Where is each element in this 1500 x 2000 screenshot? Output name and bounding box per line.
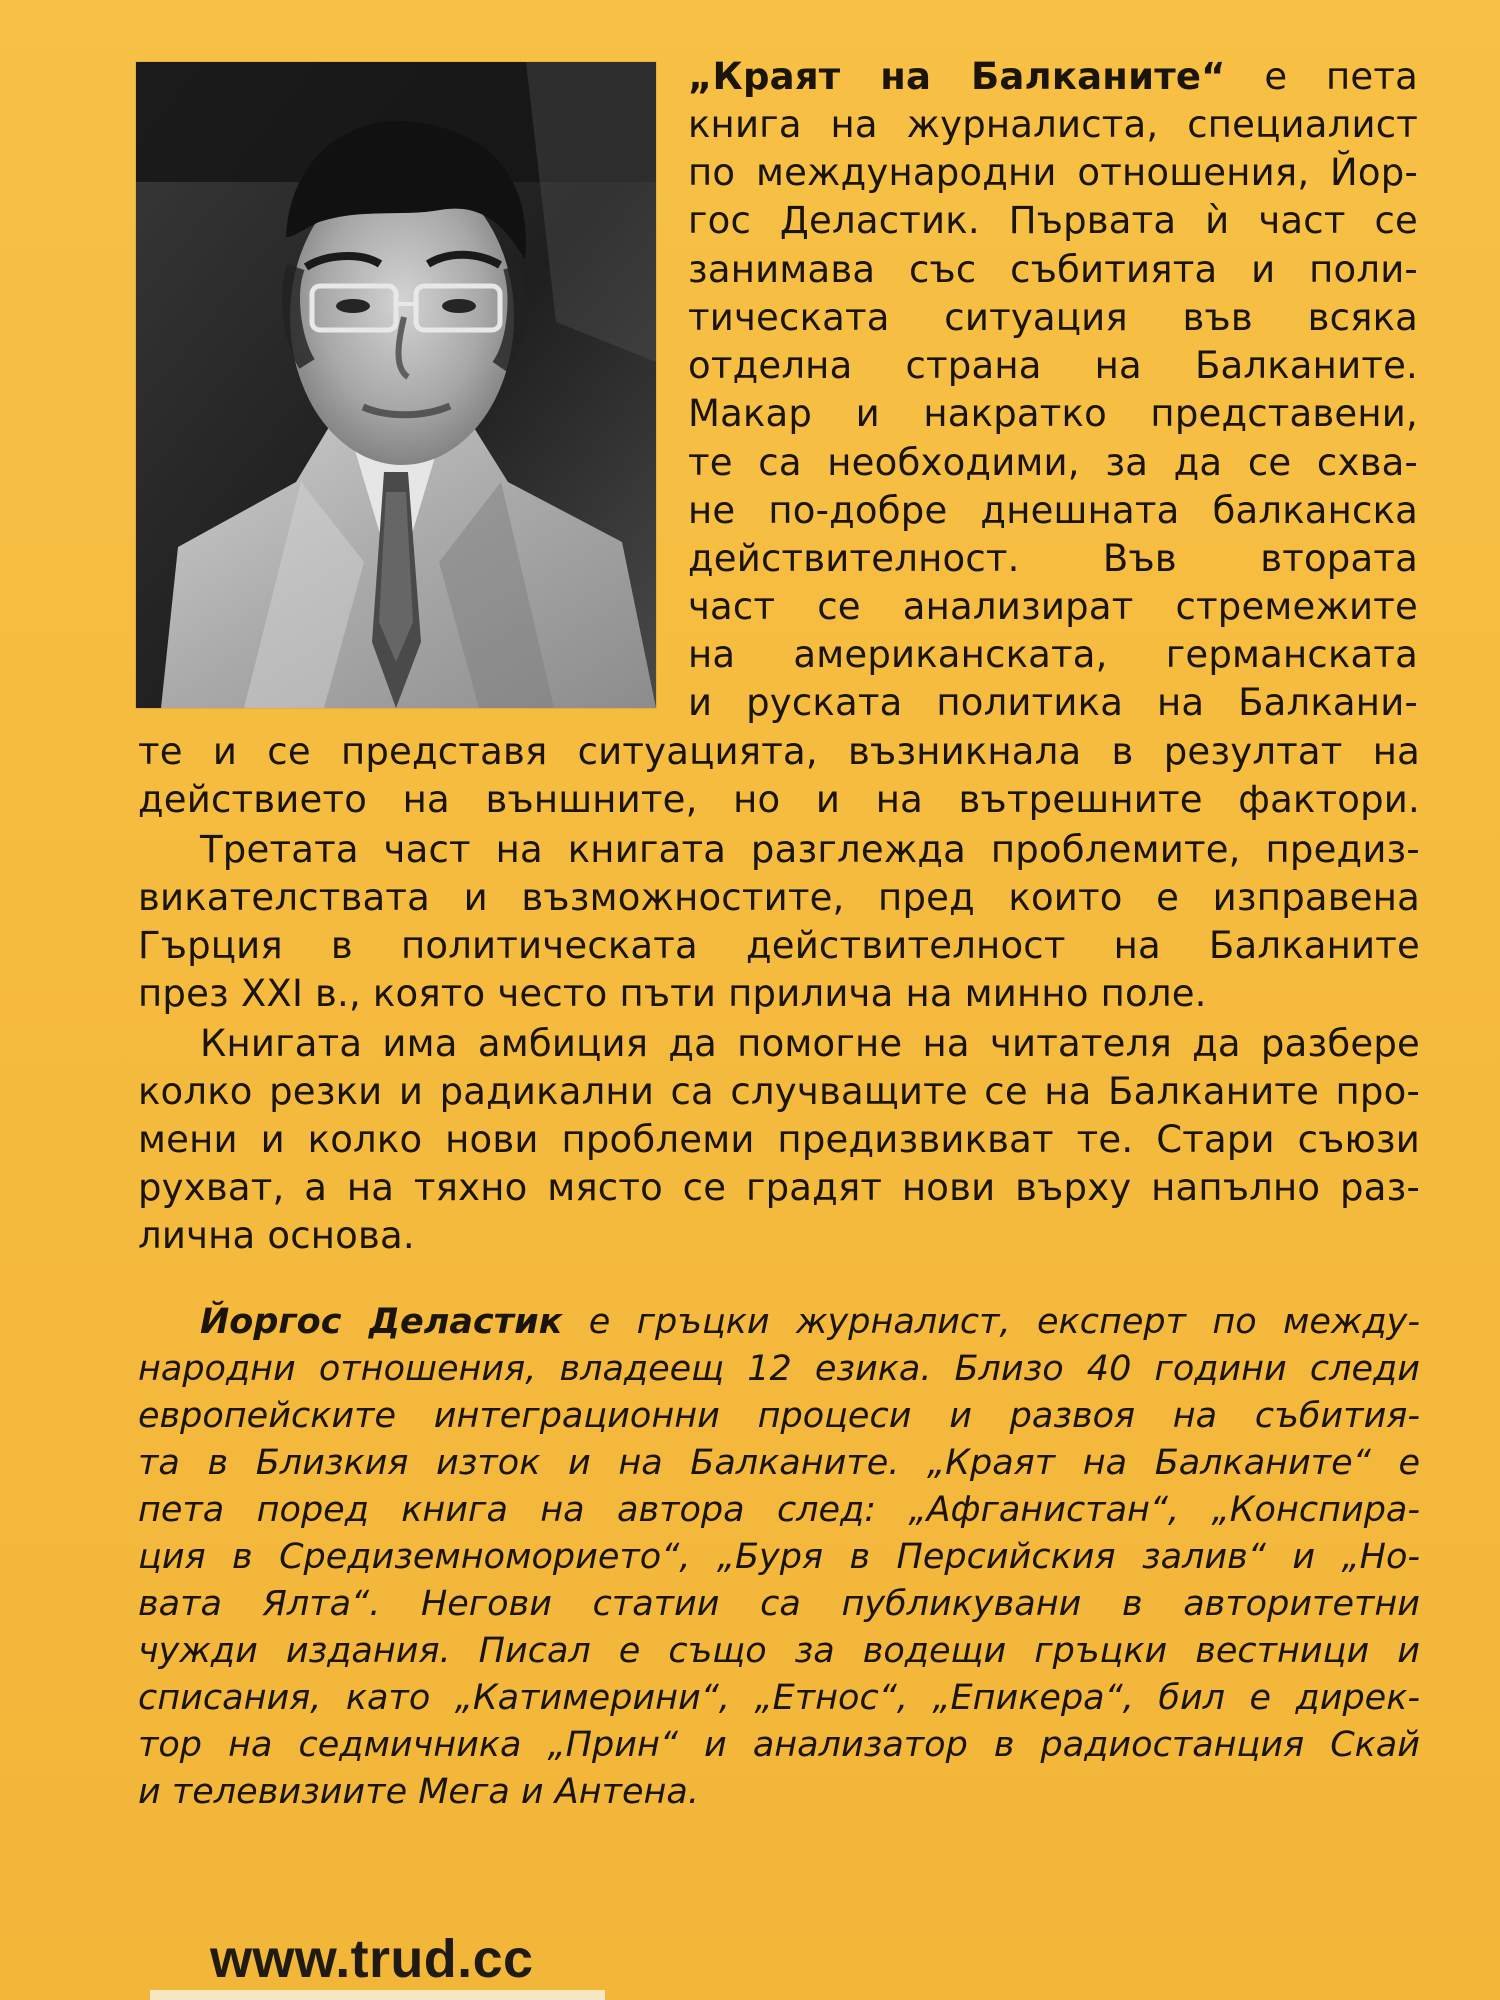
author-line-11: и телевизиите Мега и Антена.	[138, 1772, 699, 1812]
author-photo	[136, 62, 656, 708]
description-line-7: отделна страна на Балканите.	[688, 344, 1418, 387]
author-line-2: народни отношения, владеещ 12 езика. Близо 40 години следи	[138, 1349, 1420, 1389]
description-line-1: „Краят на Балканите“ е пета	[688, 55, 1418, 98]
description-line-16: действието на външните, но и на вътрешните фактори.	[138, 778, 1420, 821]
description-line-8: Макар и накратко представени,	[688, 392, 1418, 435]
author-name: Йоргос Деластик	[200, 1302, 563, 1342]
description-line-10: не по-добре днешната балканска	[688, 489, 1418, 532]
author-line-6: ция в Средиземноморието“, „Буря в Персийския залив“ и „Но-	[138, 1537, 1420, 1577]
author-line-3: европейските интеграционни процеси и развоя на събития-	[138, 1396, 1420, 1436]
book-title-inline: „Краят на Балканите“	[688, 55, 1226, 98]
description-line-18: викателствата и възможностите, пред които е изправена	[138, 876, 1420, 919]
description-line-23: мени и колко нови проблеми предизвикват те. Стари съюзи	[138, 1118, 1420, 1161]
description-line-22: колко резки и радикални са случващите се на Балканите про-	[138, 1070, 1420, 1113]
description-line-2: книга на журналиста, специалист	[688, 103, 1418, 146]
author-photo-image	[136, 62, 656, 708]
description-line-13: на американската, германската	[688, 633, 1418, 676]
author-line-10: тор на седмичника „Прин“ и анализатор в радиостанция Скай	[138, 1725, 1420, 1765]
description-line-17: Третата част на книгата разглежда проблемите, предиз-	[200, 828, 1420, 871]
author-line-5: пета поред книга на автора след: „Афганистан“, „Конспира-	[138, 1490, 1420, 1530]
description-line-14: и руската политика на Балкани-	[688, 681, 1418, 724]
description-line-11: действителност. Във втората	[688, 537, 1418, 580]
description-line-20: през XXI в., която често пъти прилича на минно поле.	[138, 972, 1207, 1015]
description-line-9: те са необходими, за да се схва-	[688, 441, 1418, 484]
author-line-1: Йоргос Деластик е гръцки журналист, експерт по между-	[200, 1302, 1420, 1342]
author-line-8: чужди издания. Писал е също за водещи гръцки вестници и	[138, 1631, 1420, 1671]
description-line-4: гос Деластик. Първата ѝ част се	[688, 199, 1418, 242]
description-line-15: те и се представя ситуацията, възникнала в резултат на	[138, 730, 1420, 773]
bottom-strip	[150, 1990, 605, 2000]
description-line-6: тическата ситуация във всяка	[688, 296, 1418, 339]
publisher-website: www.trud.cc	[210, 1929, 534, 1989]
description-line-12: част се анализират стремежите	[688, 585, 1418, 628]
author-line-9: списания, като „Катимерини“, „Етнос“, „Епикера“, бил е дирек-	[138, 1678, 1420, 1718]
description-line-19: Гърция в политическата действителност на Балканите	[138, 924, 1420, 967]
author-line-7: вата Ялта“. Негови статии са публикувани в авторитетни	[138, 1584, 1420, 1624]
description-line-21: Книгата има амбиция да помогне на читателя да разбере	[200, 1022, 1420, 1065]
author-line-4: та в Близкия изток и на Балканите. „Краят на Балканите“ е	[138, 1443, 1420, 1483]
description-line-24: рухват, а на тяхно място се градят нови върху напълно раз-	[138, 1166, 1420, 1209]
description-line-5: занимава със събитията и поли-	[688, 248, 1418, 291]
description-line-25: лична основа.	[138, 1214, 415, 1257]
description-line-3: по международни отношения, Йор-	[688, 151, 1418, 194]
